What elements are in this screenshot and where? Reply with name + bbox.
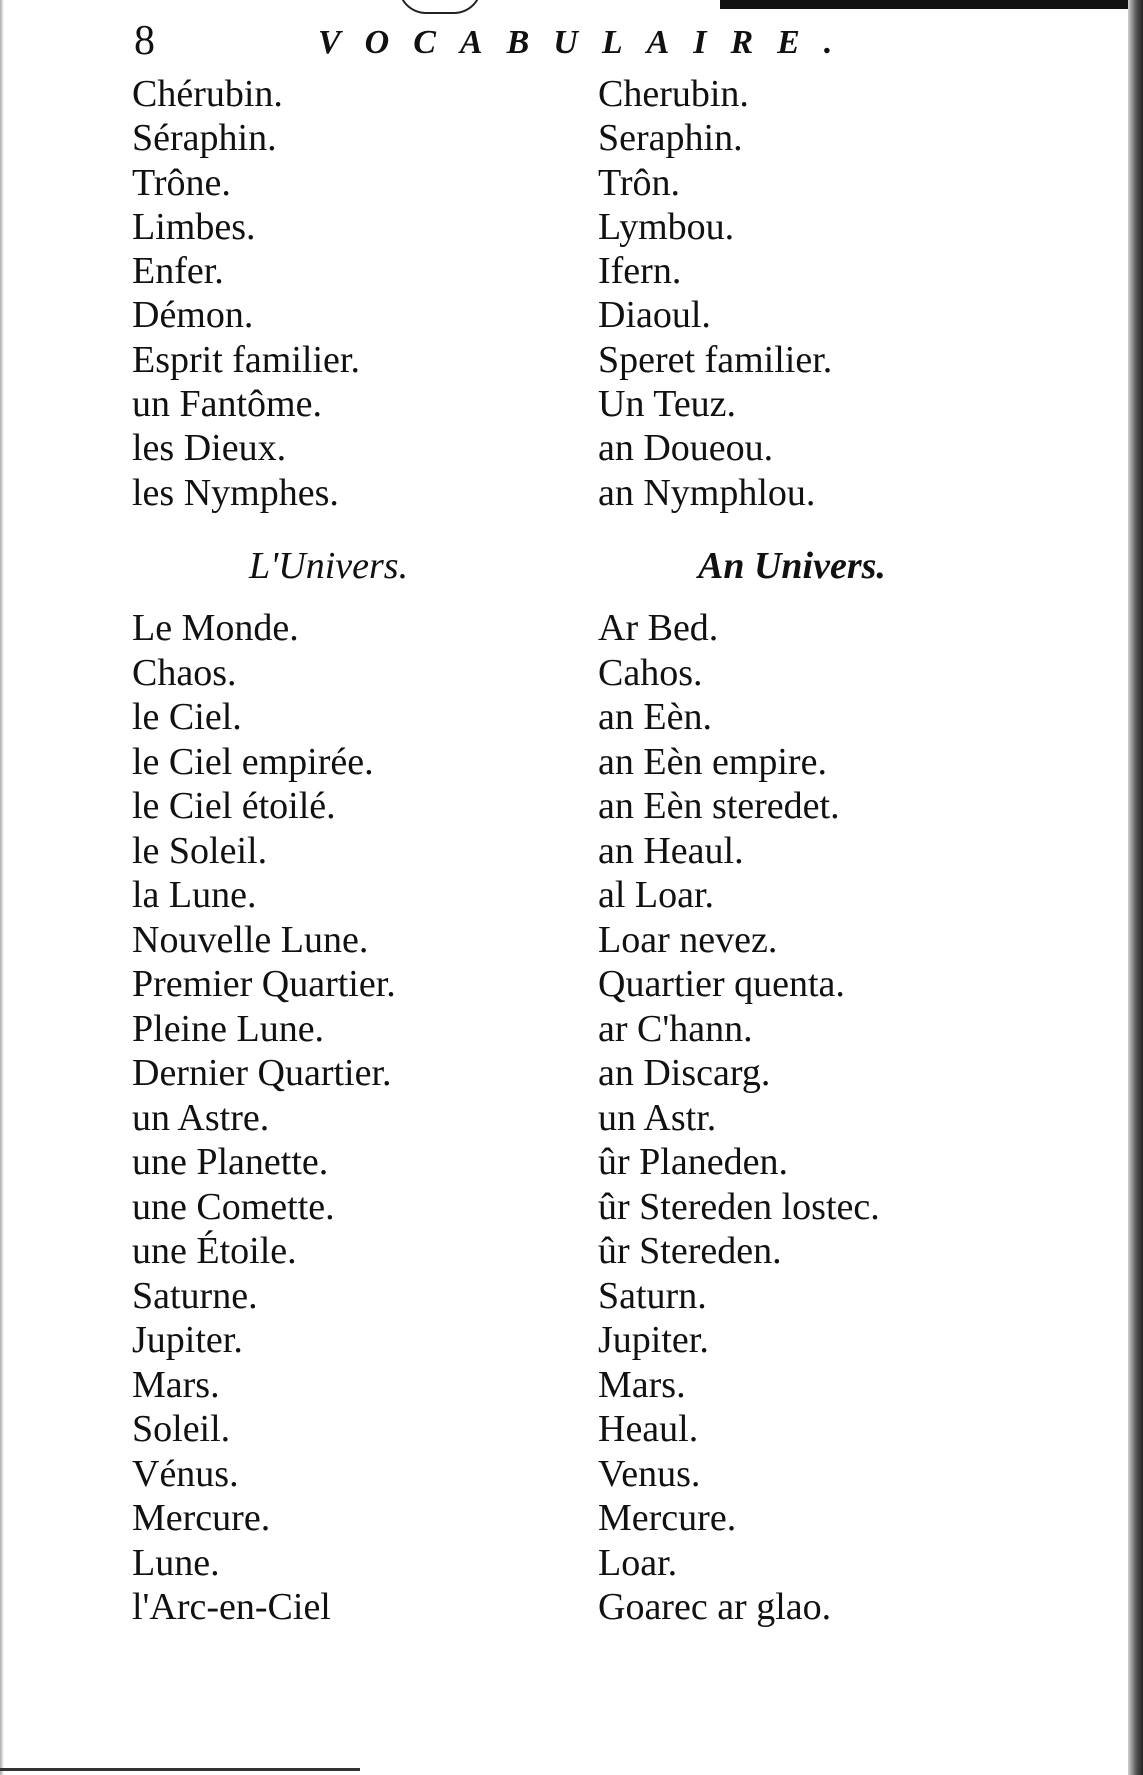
page-binding-edge — [1128, 0, 1143, 1775]
entry-french: la Lune. — [132, 874, 257, 916]
entry-french: Démon. — [132, 294, 254, 337]
entry-breton: Quartier quenta. — [598, 963, 845, 1005]
entry-french: Séraphin. — [132, 117, 277, 160]
entry-french: une Planette. — [132, 1141, 329, 1183]
page-bottom-edge — [0, 1768, 360, 1771]
entry-french: Nouvelle Lune. — [132, 918, 369, 961]
entry-french: Saturne. — [132, 1274, 258, 1317]
entry-french: un Fantôme. — [132, 383, 322, 426]
entry-french: une Étoile. — [132, 1230, 297, 1272]
entry-french: l'Arc-en-Ciel — [132, 1586, 331, 1628]
entry-breton: Cherubin. — [598, 73, 749, 115]
entry-french: le Ciel. — [132, 696, 242, 738]
entry-breton: Diaoul. — [598, 294, 711, 337]
section-2-breton-column — [598, 606, 880, 1630]
entry-french: une Comette. — [132, 1185, 335, 1228]
entry-breton: al Loar. — [598, 874, 715, 916]
section-2-french-column — [132, 606, 396, 1630]
entry-french: Lune. — [132, 1541, 220, 1584]
entry-breton: ar C'hann. — [598, 1007, 753, 1050]
entry-french: Chaos. — [132, 651, 237, 694]
entry-french: le Soleil. — [132, 829, 268, 872]
entry-breton: Goarec ar glao. — [598, 1586, 832, 1628]
entry-breton: un Astr. — [598, 1096, 717, 1139]
entry-breton: an Doueou. — [598, 427, 774, 470]
entry-breton: Jupiter. — [598, 1319, 709, 1361]
entry-french: les Nymphes. — [132, 471, 339, 514]
entry-french: Premier Quartier. — [132, 963, 396, 1005]
entry-breton: an Discarg. — [598, 1052, 771, 1094]
entry-breton: an Eèn. — [598, 696, 712, 738]
entry-breton: ûr Stereden lostec. — [598, 1185, 880, 1228]
entry-french: Mars. — [132, 1363, 220, 1406]
section-heading-breton: An Univers. — [698, 545, 886, 587]
entry-breton: Mercure. — [598, 1497, 737, 1539]
page-number: 8 — [134, 18, 155, 64]
entry-french: Esprit familier. — [132, 338, 360, 381]
entry-french: Trône. — [132, 161, 231, 204]
section-1-breton-column — [598, 72, 832, 515]
entry-breton: Ar Bed. — [598, 607, 719, 649]
entry-french: le Ciel étoilé. — [132, 785, 336, 827]
entry-breton: ûr Planeden. — [598, 1141, 788, 1183]
entry-french: Limbes. — [132, 205, 256, 248]
entry-breton: an Nymphlou. — [598, 471, 816, 514]
entry-french: Enfer. — [132, 250, 224, 293]
entry-french: les Dieux. — [132, 427, 287, 470]
entry-breton: an Heaul. — [598, 829, 744, 872]
entry-breton: Lymbou. — [598, 205, 735, 248]
entry-breton: ûr Stereden. — [598, 1230, 782, 1272]
entry-breton: an Eèn empire. — [598, 740, 827, 783]
entry-french: Pleine Lune. — [132, 1007, 325, 1050]
entry-french: un Astre. — [132, 1096, 270, 1139]
entry-breton: Seraphin. — [598, 117, 743, 160]
entry-breton: Trôn. — [598, 161, 681, 204]
entry-breton: Loar nevez. — [598, 918, 778, 961]
entry-breton: Speret familier. — [598, 338, 833, 381]
section-1-french-column — [132, 72, 360, 515]
running-title: VOCABULAIRE. — [318, 24, 857, 61]
running-head — [0, 0, 1100, 70]
entry-french: Chérubin. — [132, 73, 283, 115]
entry-breton: Loar. — [598, 1541, 678, 1584]
entry-breton: Ifern. — [598, 250, 682, 293]
entry-french: Mercure. — [132, 1497, 271, 1539]
page-left-edge — [0, 0, 4, 1775]
entry-french: Vénus. — [132, 1452, 239, 1495]
entry-breton: an Eèn steredet. — [598, 785, 840, 827]
entry-french: Le Monde. — [132, 607, 299, 649]
entry-breton: Un Teuz. — [598, 383, 737, 426]
entry-french: le Ciel empirée. — [132, 740, 374, 783]
entry-breton: Venus. — [598, 1452, 701, 1495]
entry-french: Jupiter. — [132, 1319, 243, 1361]
entry-breton: Cahos. — [598, 651, 703, 694]
entry-breton: Saturn. — [598, 1274, 707, 1317]
entry-breton: Heaul. — [598, 1408, 699, 1450]
entry-french: Dernier Quartier. — [132, 1052, 392, 1094]
entry-french: Soleil. — [132, 1408, 231, 1450]
entry-breton: Mars. — [598, 1363, 686, 1406]
section-heading-french: L'Univers. — [249, 545, 409, 587]
